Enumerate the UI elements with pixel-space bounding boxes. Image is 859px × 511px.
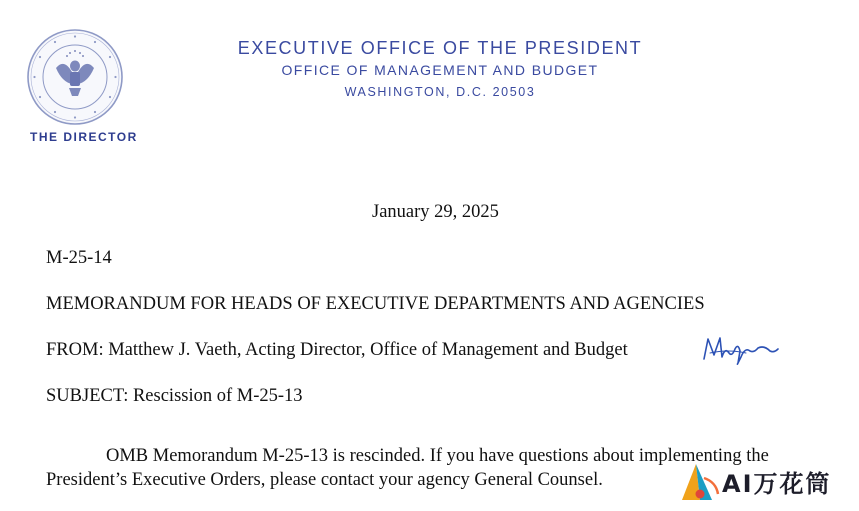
the-director-label: THE DIRECTOR: [30, 130, 138, 144]
memo-subject: SUBJECT: Rescission of M-25-13: [46, 386, 303, 406]
letterhead-line-2: OFFICE OF MANAGEMENT AND BUDGET: [281, 62, 599, 78]
watermark: [678, 458, 850, 506]
memo-from: FROM: Matthew J. Vaeth, Acting Director, Office of Management and Budget: [46, 340, 628, 360]
letterhead-address: WASHINGTON, D.C. 20503: [344, 85, 536, 99]
memo-body-line-1: OMB Memorandum M-25-13 is rescinded. If you have questions about implementing the: [106, 446, 769, 466]
memo-body-line-2: President’s Executive Orders, please contact your agency General Counsel.: [46, 470, 603, 490]
memo-number: M-25-14: [46, 248, 112, 268]
letterhead-line-1: EXECUTIVE OFFICE OF THE PRESIDENT: [237, 38, 643, 58]
presidential-seal-icon: [26, 28, 124, 126]
watermark-text: AI万花筒: [722, 470, 832, 498]
signature-image: [698, 333, 780, 369]
memo-addressee: MEMORANDUM FOR HEADS OF EXECUTIVE DEPARTMENTS AND AGENCIES: [46, 294, 705, 314]
memo-date: January 29, 2025: [372, 202, 499, 222]
watermark-logo-icon: [678, 458, 722, 504]
